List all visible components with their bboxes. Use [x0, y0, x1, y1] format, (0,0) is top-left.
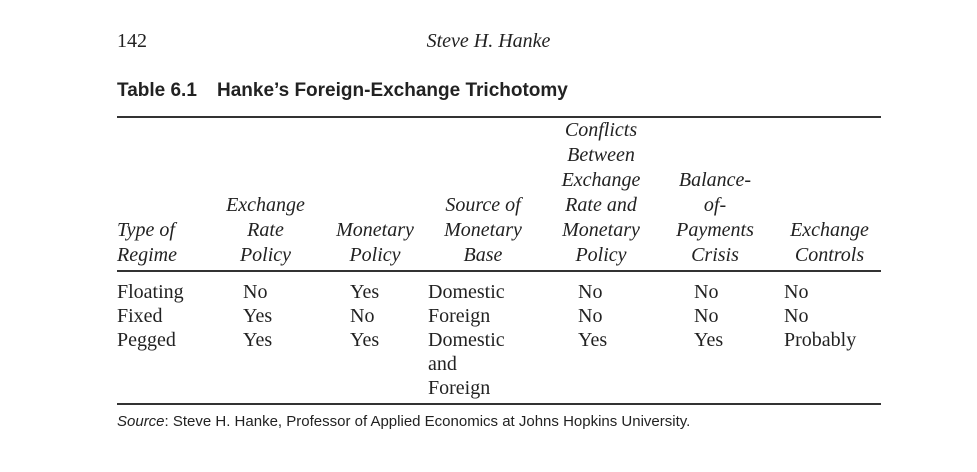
cell-conflicts: No [578, 305, 603, 327]
header-rule [117, 270, 881, 272]
header-conflicts: Conflicts Between Exchange Rate and Monetary Policy [561, 119, 641, 266]
cell-exchange-rate-policy: No [243, 281, 268, 303]
table-row [0, 304, 977, 329]
header-monetary-policy: Monetary Policy [336, 219, 414, 266]
cell-exchange-rate-policy: Yes [243, 329, 273, 351]
cell-source: Domestic [428, 281, 505, 303]
table-number: Table 6.1 [117, 80, 197, 101]
cell-bop-crisis: No [694, 281, 719, 303]
cell-bop-crisis: No [694, 305, 719, 327]
cell-monetary-policy: Yes [350, 329, 380, 351]
cell-source: Foreign [428, 305, 491, 327]
cell-regime: Fixed [117, 305, 163, 327]
header-exchange-controls: Exchange Controls [790, 219, 869, 266]
source-text: : Steve H. Hanke, Professor of Applied Economics at Johns Hopkins University. [164, 413, 691, 430]
header-type-of-regime: Type of Regime [117, 219, 177, 266]
header-exchange-rate-policy: Exchange Rate Policy [226, 194, 305, 266]
cell-controls: No [784, 305, 809, 327]
cell-conflicts: No [578, 281, 603, 303]
running-head: Steve H. Hanke [426, 30, 551, 52]
source-note [117, 413, 690, 430]
table-bottom-rule [117, 403, 881, 405]
table-caption [117, 80, 568, 102]
cell-exchange-rate-policy: Yes [243, 305, 273, 327]
cell-regime: Pegged [117, 329, 176, 351]
source-lead: Source [117, 413, 165, 430]
cell-source: Domestic and Foreign [428, 329, 505, 399]
page-number: 142 [117, 30, 147, 52]
cell-controls: Probably [784, 329, 857, 351]
cell-monetary-policy: Yes [350, 281, 380, 303]
cell-bop-crisis: Yes [694, 329, 724, 351]
cell-monetary-policy: No [350, 305, 375, 327]
table-title: Hanke’s Foreign-Exchange Trichotomy [217, 80, 568, 101]
table-top-rule [117, 116, 881, 118]
cell-regime: Floating [117, 281, 184, 303]
cell-conflicts: Yes [578, 329, 608, 351]
table-row [0, 328, 977, 399]
header-source-of-monetary-base: Source of Monetary Base [444, 194, 522, 266]
header-balance-of-payments-crisis: Balance- of- Payments Crisis [676, 169, 754, 266]
cell-controls: No [784, 281, 809, 303]
table-row [0, 280, 977, 305]
